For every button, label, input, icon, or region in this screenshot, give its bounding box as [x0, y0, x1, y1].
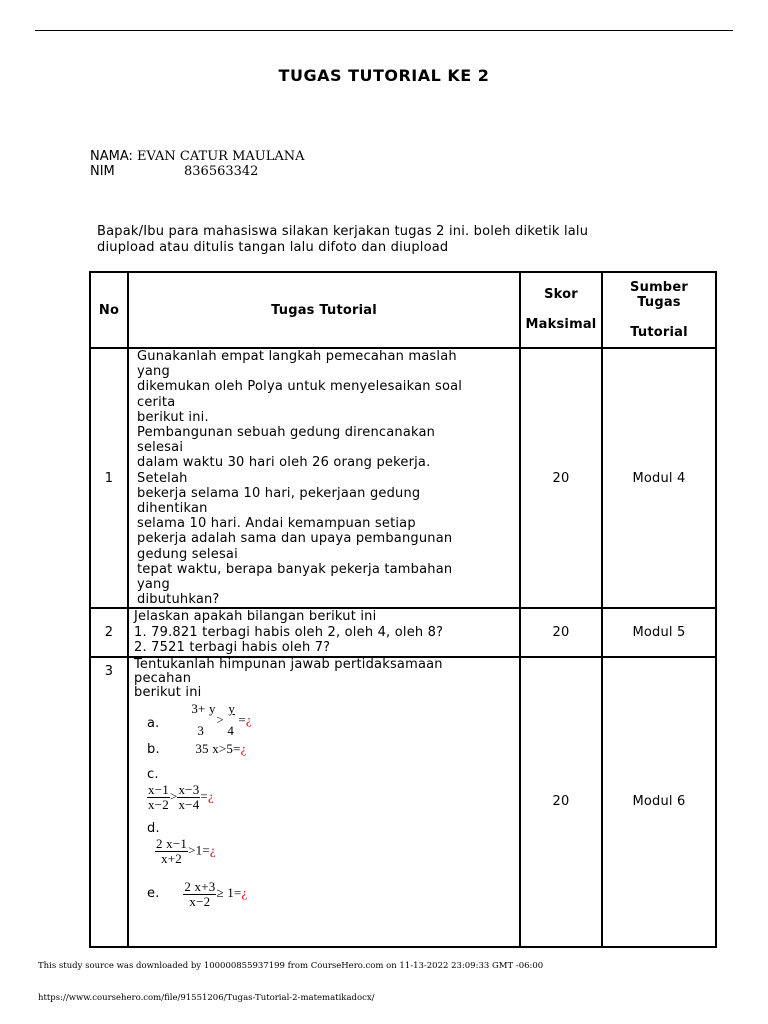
table-row [90, 348, 716, 608]
task-line: Setelah [137, 470, 188, 486]
task-line: Jelaskan apakah bilangan berikut ini [134, 609, 377, 625]
instructions-line: diupload atau ditulis tangan lalu difoto dan diupload [97, 240, 449, 255]
top-rule [35, 30, 733, 31]
task-line: berikut ini [134, 684, 202, 700]
task-line: selesai [137, 440, 184, 456]
task-line: selama 10 hari. Andai kemampuan setiap [137, 516, 416, 532]
row-skor: 20 [520, 657, 602, 947]
fraction-denominator: 4 [227, 722, 235, 738]
row-no: 2 [90, 608, 128, 657]
header-sumber-line: Tugas [637, 295, 681, 310]
instructions-line: Bapak/Ibu para mahasiswa silakan kerjakan tugas 2 ini. boleh diketik lalu [97, 224, 589, 239]
operator: > [216, 711, 224, 727]
row-no: 3 [90, 657, 128, 947]
header-no: No [90, 272, 128, 348]
task-line: Pembangunan sebuah gedung direncanakan [137, 425, 436, 441]
row-task [128, 657, 520, 947]
header-skor-line: Skor [544, 287, 578, 302]
header-sumber [602, 272, 716, 348]
download-notice: This study source was downloaded by 100000855937199 from CourseHero.com on 11-13-2022 23:09:33 GMT -06:00 [38, 961, 544, 971]
row-skor: 20 [520, 348, 602, 608]
header-task: Tugas Tutorial [128, 272, 520, 348]
header-skor-line: Maksimal [525, 317, 597, 332]
table-header-row [90, 272, 716, 348]
nim-label: NIM [90, 164, 115, 179]
row-skor: 20 [520, 608, 602, 657]
task-line: pekerja adalah sama dan upaya pembangunan [137, 531, 453, 547]
table-row [90, 608, 716, 657]
task-line: dalam waktu 30 hari oleh 26 orang pekerja. [137, 455, 431, 471]
inequality-b: b. 35 x>5=¿ [147, 740, 247, 757]
instructions [97, 224, 697, 256]
fraction-denominator: 3 [197, 722, 205, 738]
task-line: berikut ini. [137, 409, 209, 425]
task-line: 2. 7521 terbagi habis oleh 7? [134, 640, 331, 656]
task-line: gedung selesai [137, 546, 238, 562]
row-sumber: Modul 6 [602, 657, 716, 947]
fraction-numerator: y [228, 700, 236, 716]
fraction-numerator: 3+ y [191, 700, 216, 716]
fraction: $\frac{x-1}{x-2}$ [148, 781, 169, 812]
row-sumber: Modul 4 [602, 348, 716, 608]
nama-value: EVAN CATUR MAULANA [137, 149, 305, 164]
fraction: $\frac{2 x+3}{x-2}$ [184, 878, 216, 909]
table-row [90, 657, 716, 947]
fraction: $\frac{x-3}{x-4}$ [178, 781, 200, 812]
row-task [128, 348, 520, 608]
task-line: pecahan [134, 670, 192, 686]
source-url: https://www.coursehero.com/file/91551206/Tugas-Tutorial-2-matematikadocx/ [38, 993, 375, 1003]
task-line: cerita [137, 394, 176, 410]
header-sumber-line: Tutorial [630, 325, 688, 340]
task-line: dihentikan [137, 501, 208, 517]
nama-label: NAMA: [90, 149, 133, 164]
task-table [89, 271, 717, 948]
inequality-d: d. $\frac{2 x-1}{x+2}$ >1=¿ [147, 820, 216, 866]
task-line: dibutuhkan? [137, 592, 220, 608]
nim-value: 836563342 [184, 164, 259, 179]
student-identity [90, 149, 305, 179]
inequality-c: c. $\frac{x-1}{x-2}$ > $\frac{x-3}{x-4}$ =¿ [147, 766, 214, 812]
task-line: Tentukanlah himpunan jawab pertidaksamaan [134, 656, 443, 672]
task-line: yang [137, 577, 170, 593]
document-title: TUGAS TUTORIAL KE 2 [278, 66, 490, 85]
row-task [128, 608, 520, 657]
task-line: bekerja selama 10 hari, pekerjaan gedung [137, 485, 421, 501]
task-line: 1. 79.821 terbagi habis oleh 2, oleh 4, oleh 8? [134, 624, 444, 640]
inequality-e: e. $\frac{2 x+3}{x-2}$ ≥ 1=¿ [147, 878, 248, 909]
inequality-a: a. 3+ y 3 > y 4 =¿ [147, 700, 252, 738]
fraction: $\frac{2 x-1}{x+2}$ [156, 835, 188, 866]
task-line: dikemukan oleh Polya untuk menyelesaikan soal [137, 379, 463, 395]
row-no: 1 [90, 348, 128, 608]
header-sumber-line: Sumber [630, 280, 688, 295]
task-line: Gunakanlah empat langkah pemecahan maslah [137, 349, 457, 364]
task-line: tepat waktu, berapa banyak pekerja tambahan [137, 561, 453, 577]
task-line: yang [137, 364, 170, 380]
row-sumber: Modul 5 [602, 608, 716, 657]
header-skor [520, 272, 602, 348]
